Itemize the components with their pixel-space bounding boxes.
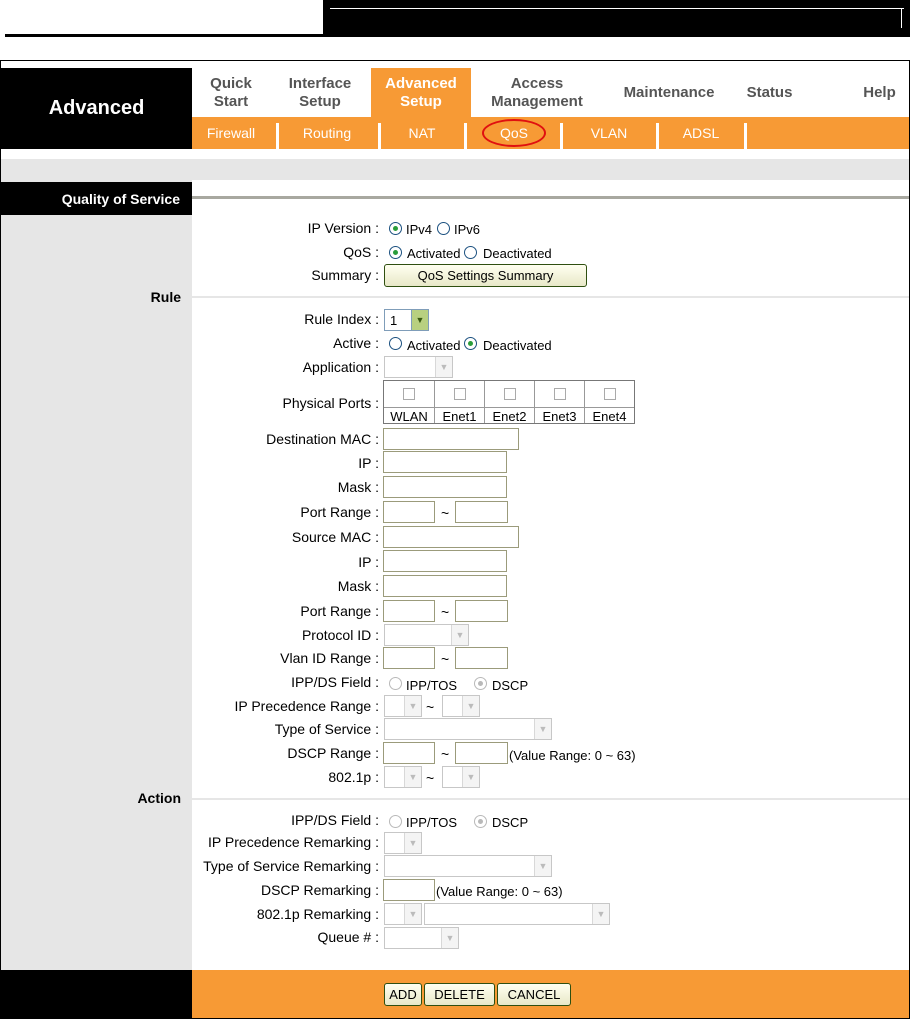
range-tilde: ~	[441, 505, 450, 521]
source-ip-input[interactable]	[383, 550, 507, 572]
range-tilde: ~	[426, 770, 435, 786]
chevron-down-icon: ▼	[451, 625, 468, 645]
action-ippds-label: IPP/DS Field :	[291, 812, 379, 828]
source-mask-label: Mask :	[337, 578, 379, 594]
action-divider	[192, 798, 909, 800]
p8021-remark-desc-select[interactable]	[424, 903, 610, 925]
source-mask-input[interactable]	[383, 575, 507, 597]
dest-mask-input[interactable]	[383, 476, 507, 498]
submenu-separator	[378, 123, 381, 149]
port-enet2-label: Enet2	[485, 407, 534, 424]
ipv6-label: IPv6	[454, 222, 481, 237]
dest-mask-label: Mask :	[337, 479, 379, 495]
menu-interface-setup[interactable]	[270, 68, 370, 117]
menu-advanced-setup-label: Advanced Setup	[385, 74, 457, 110]
p8021-label: 802.1p :	[328, 769, 379, 785]
summary-label: Summary :	[311, 267, 379, 283]
application-label: Application :	[302, 359, 379, 375]
ip-prec-start-select[interactable]	[384, 695, 422, 717]
chevron-down-icon: ▼	[534, 856, 551, 876]
dscp-end-input[interactable]	[455, 742, 508, 764]
action-dscp-radio[interactable]	[474, 815, 487, 828]
range-tilde: ~	[426, 699, 435, 715]
range-tilde: ~	[441, 651, 450, 667]
vlan-range-label: Vlan ID Range :	[280, 650, 379, 666]
port-enet3-checkbox[interactable]	[554, 388, 566, 400]
tos-label: Type of Service :	[274, 721, 379, 737]
dscp-remark-hint: (Value Range: 0 ~ 63)	[436, 884, 563, 899]
source-port-end-input[interactable]	[455, 600, 508, 622]
dest-mac-input[interactable]	[383, 428, 519, 450]
range-tilde: ~	[441, 604, 450, 620]
chevron-down-icon: ▼	[404, 696, 421, 716]
tos-remark-select[interactable]	[384, 855, 552, 877]
range-tilde: ~	[441, 746, 450, 762]
qos-label: QoS :	[343, 244, 379, 260]
port-wlan-checkbox[interactable]	[403, 388, 415, 400]
chevron-down-icon: ▼	[404, 767, 421, 787]
section-divider	[192, 196, 909, 199]
ip-version-label: IP Version :	[307, 220, 379, 236]
port-cell-enet4	[585, 381, 634, 423]
vlan-start-input[interactable]	[383, 647, 435, 669]
ip-prec-remark-label: IP Precedence Remarking :	[208, 834, 379, 850]
dest-port-range-label: Port Range :	[300, 504, 379, 520]
menu-help[interactable]	[847, 68, 910, 117]
active-label: Active :	[333, 335, 379, 351]
add-button[interactable]: ADD	[384, 983, 422, 1006]
section-title: Quality of Service	[1, 182, 192, 215]
source-mac-label: Source MAC :	[291, 529, 379, 545]
menu-quick-start[interactable]	[192, 68, 270, 117]
protocol-id-select[interactable]	[384, 624, 469, 646]
submenu-firewall[interactable]: Firewall	[206, 125, 256, 141]
menu-interface-setup-label: Interface Setup	[288, 74, 352, 110]
rule-dscp-radio[interactable]	[474, 677, 487, 690]
dest-port-start-input[interactable]	[383, 501, 435, 523]
port-enet4-label: Enet4	[585, 407, 634, 424]
qos-highlight-ring	[482, 119, 546, 147]
qos-deactivated-radio[interactable]	[464, 246, 477, 259]
menu-access-management[interactable]	[472, 68, 602, 117]
ip-prec-remark-select[interactable]	[384, 832, 422, 854]
ip-prec-end-select[interactable]	[442, 695, 480, 717]
tos-select[interactable]	[384, 718, 552, 740]
submenu-separator	[276, 123, 279, 149]
submenu-adsl[interactable]: ADSL	[682, 125, 720, 141]
rule-dscp-label: DSCP	[492, 678, 529, 693]
dest-port-end-input[interactable]	[455, 501, 508, 523]
qos-activated-label: Activated	[407, 246, 461, 261]
rule-divider	[192, 296, 909, 298]
port-cell-wlan	[384, 381, 435, 423]
source-mac-input[interactable]	[383, 526, 519, 548]
menu-access-management-label: Access Management	[491, 74, 583, 110]
port-enet4-checkbox[interactable]	[604, 388, 616, 400]
qos-settings-summary-button[interactable]: QoS Settings Summary	[384, 264, 587, 287]
submenu-separator	[656, 123, 659, 149]
qos-activated-radio[interactable]	[389, 246, 402, 259]
chevron-down-icon: ▼	[534, 719, 551, 739]
submenu-vlan[interactable]: VLAN	[590, 125, 628, 141]
menu-status-label: Status	[746, 83, 793, 101]
dest-ip-label: IP :	[358, 455, 379, 471]
port-enet3-label: Enet3	[535, 407, 584, 424]
port-enet1-label: Enet1	[435, 407, 484, 424]
menu-maintenance[interactable]	[604, 68, 734, 117]
header-underline	[5, 34, 323, 37]
rule-activated-label: Activated	[407, 338, 461, 353]
rule-index-select[interactable]	[384, 309, 429, 331]
port-cell-enet1	[435, 381, 485, 423]
protocol-id-label: Protocol ID :	[301, 627, 379, 643]
menu-status[interactable]	[732, 68, 807, 117]
source-port-start-input[interactable]	[383, 600, 435, 622]
header-bar-line	[330, 8, 904, 9]
dscp-remark-input[interactable]	[383, 879, 435, 901]
port-enet1-checkbox[interactable]	[454, 388, 466, 400]
submenu-separator	[744, 123, 747, 149]
physical-ports-table	[383, 380, 635, 424]
rule-activated-radio[interactable]	[389, 337, 402, 350]
submenu-separator	[464, 123, 467, 149]
port-cell-enet2	[485, 381, 535, 423]
rule-deactivated-radio[interactable]	[464, 337, 477, 350]
chevron-down-icon: ▼	[404, 904, 421, 924]
action-ipptos-radio[interactable]	[389, 815, 402, 828]
source-port-range-label: Port Range :	[300, 603, 379, 619]
dscp-start-input[interactable]	[383, 742, 435, 764]
chevron-down-icon: ▼	[411, 310, 428, 330]
p8021-start-select[interactable]	[384, 766, 422, 788]
submenu-qos[interactable]: QoS	[499, 125, 528, 141]
menu-help-label: Help	[863, 83, 896, 101]
queue-select[interactable]	[384, 927, 459, 949]
dest-mac-label: Destination MAC :	[266, 431, 379, 447]
dest-ip-input[interactable]	[383, 451, 507, 473]
submenu-separator	[560, 123, 563, 149]
p8021-remark-label: 802.1p Remarking :	[256, 906, 379, 922]
physical-ports-label: Physical Ports :	[282, 395, 379, 411]
rule-index-label: Rule Index :	[304, 311, 379, 327]
chevron-down-icon: ▼	[441, 928, 458, 948]
rule-deactivated-label: Deactivated	[483, 338, 552, 353]
ipv6-radio[interactable]	[437, 222, 450, 235]
port-enet2-checkbox[interactable]	[504, 388, 516, 400]
submenu-nat[interactable]: NAT	[408, 125, 436, 141]
chevron-down-icon: ▼	[462, 767, 479, 787]
menu-quick-start-label: Quick Start	[210, 74, 252, 110]
vlan-end-input[interactable]	[455, 647, 508, 669]
page-brand: Advanced	[1, 68, 192, 149]
qos-deactivated-label: Deactivated	[483, 246, 552, 261]
spacer-band	[1, 159, 909, 180]
dscp-remark-label: DSCP Remarking :	[260, 882, 379, 898]
p8021-end-select[interactable]	[442, 766, 480, 788]
ip-prec-range-label: IP Precedence Range :	[234, 698, 379, 714]
sub-menu	[192, 117, 909, 149]
action-dscp-label: DSCP	[492, 815, 529, 830]
main-menu	[192, 68, 909, 117]
port-wlan-label: WLAN	[384, 407, 434, 424]
cancel-button[interactable]: CANCEL	[497, 983, 571, 1006]
dscp-range-hint: (Value Range: 0 ~ 63)	[509, 748, 636, 763]
delete-button[interactable]: DELETE	[424, 983, 495, 1006]
chevron-down-icon: ▼	[404, 833, 421, 853]
rule-ipptos-radio[interactable]	[389, 677, 402, 690]
ipv4-radio[interactable]	[389, 222, 402, 235]
port-cell-enet3	[535, 381, 585, 423]
p8021-remark-select[interactable]	[384, 903, 422, 925]
application-select[interactable]	[384, 356, 453, 378]
action-ipptos-label: IPP/TOS	[406, 815, 458, 830]
ippds-label: IPP/DS Field :	[291, 674, 379, 690]
queue-label: Queue # :	[317, 929, 379, 945]
rule-index-value: 1	[390, 313, 398, 328]
chevron-down-icon: ▼	[435, 357, 452, 377]
footer-left-block	[1, 970, 192, 1018]
chevron-down-icon: ▼	[462, 696, 479, 716]
menu-maintenance-label: Maintenance	[623, 83, 715, 101]
menu-advanced-setup[interactable]	[371, 68, 471, 117]
rule-ipptos-label: IPP/TOS	[406, 678, 458, 693]
chevron-down-icon: ▼	[592, 904, 609, 924]
tos-remark-label: Type of Service Remarking :	[203, 858, 379, 874]
source-ip-label: IP :	[358, 554, 379, 570]
submenu-routing[interactable]: Routing	[302, 125, 352, 141]
header-bar	[323, 0, 910, 37]
ipv4-label: IPv4	[406, 222, 433, 237]
rule-group-label: Rule	[150, 289, 181, 305]
header-bar-tick	[901, 8, 902, 28]
action-group-label: Action	[137, 790, 181, 806]
dscp-range-label: DSCP Range :	[287, 745, 379, 761]
